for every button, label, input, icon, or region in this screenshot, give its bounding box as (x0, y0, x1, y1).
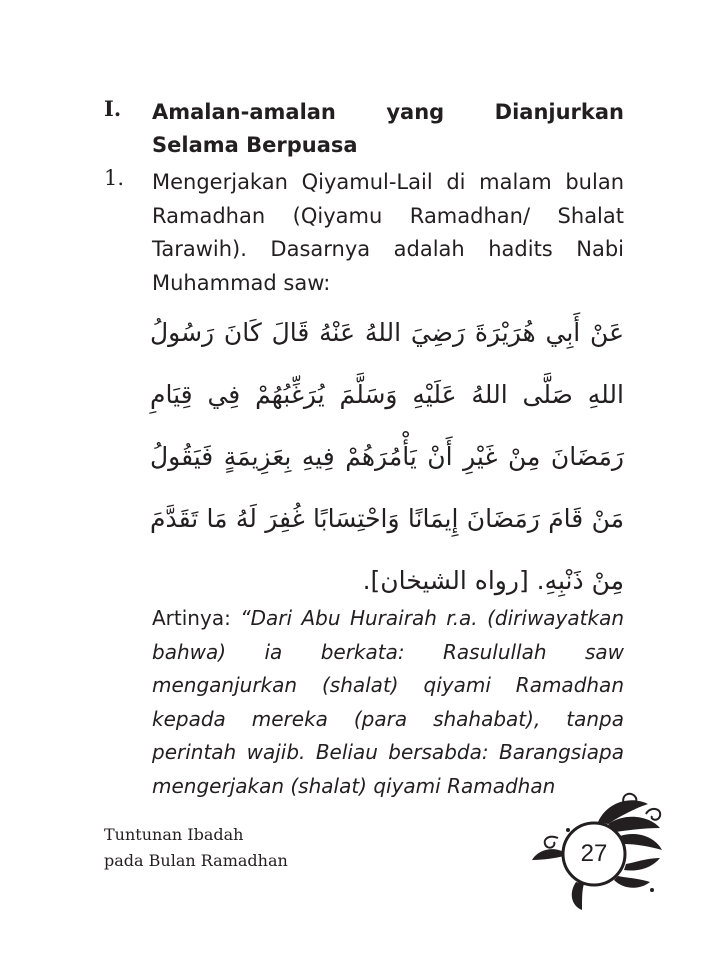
translation-label: Artinya: (152, 606, 241, 630)
section-number: I. (104, 96, 122, 121)
translation-paragraph (152, 602, 624, 803)
page-number: 27 (580, 840, 608, 867)
footer-line-1: Tuntunan Ibadah (104, 825, 244, 844)
section-title: Amalan-amalan yang Dianjurkan Selama Berpuasa (152, 100, 624, 157)
section-heading (104, 96, 624, 162)
hadith-arabic-text: عَنْ أَبِي هُرَيْرَةَ رَضِيَ اللهُ عَنْهُ قَالَ كَانَ رَسُولُ اللهِ صَلَّى اللهُ عَلَيْهِ وَسَلَّمَ يُرَغِّبُهُمْ فِي قِيَامِ رَمَضَانَ مِنْ غَيْرِ أَنْ يَأْمُرَهُمْ فِيهِ بِعَزِيمَةٍ فَيَقُولُ مَنْ قَامَ رَمَضَانَ إِيمَانًا وَاحْتِسَابًا غُفِرَ لَهُ مَا تَقَدَّمَ مِنْ ذَنْبِهِ. [رواه الشيخان]. (150, 318, 624, 595)
item-number: 1. (104, 166, 125, 190)
running-footer (104, 822, 288, 874)
footer-line-2: pada Bulan Ramadhan (104, 851, 288, 870)
item-text: Mengerjakan Qiyamul-Lail di malam bulan Ramadhan (Qiyamu Ramadhan/ Shalat Tarawih). Dasarnya adalah hadits Nabi Muhammad saw: (152, 170, 624, 295)
translation-text: “Dari Abu Hurairah r.a. (diriwayatkan bahwa) ia berkata: Rasulullah saw menganjurkan (shalat) qiyami Ramadhan kepada mereka (para shahabat), tanpa perintah wajib. Beliau bersabda: Barangsiapa mengerjakan (shalat) qiyami Ramadhan (152, 606, 624, 798)
list-item-1 (104, 166, 624, 300)
